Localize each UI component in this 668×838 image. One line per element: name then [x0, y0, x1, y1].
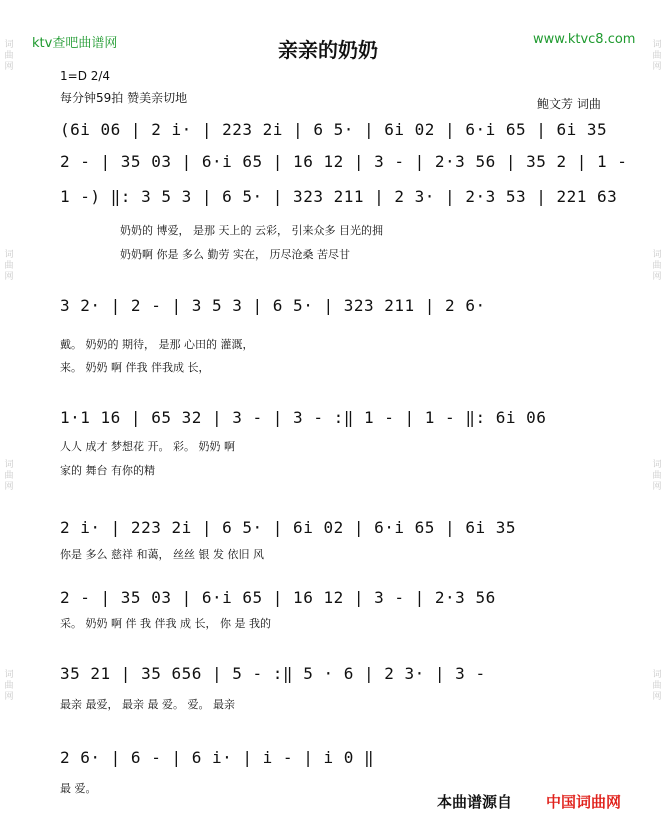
- watermark-left: 词曲网: [4, 250, 14, 282]
- credits: 鲍文芳 词曲: [537, 97, 601, 111]
- watermark-right: 词曲网: [652, 250, 662, 282]
- score-line-6: 2 i· | 223 2i | 6 5· | 6i 02 | 6·i 65 | 6i 35: [60, 518, 516, 537]
- watermark-left: 词曲网: [4, 460, 14, 492]
- lyrics-line-7: 采。 奶奶 啊 伴 我 伴我 成 长， 你 是 我的: [60, 617, 271, 630]
- watermark-left: 词曲网: [4, 40, 14, 72]
- footer-source-site[interactable]: 中国词曲网: [546, 793, 622, 811]
- score-line-5: 1·1 16 | 65 32 | 3 - | 3 - :‖ 1 - | 1 - ‖: 6i 06: [60, 408, 547, 427]
- score-line-3: 1 -) ‖: 3 5 3 | 6 5· | 323 211 | 2 3· | 2·3 53 | 221 63: [60, 187, 618, 206]
- watermark-left: 词曲网: [4, 670, 14, 702]
- lyrics-line-9: 最 爱。: [60, 782, 97, 795]
- score-line-8: 35 21 | 35 656 | 5 - :‖ 5 · 6 | 2 3· | 3 -: [60, 664, 486, 683]
- lyrics-line-5b: 家的 舞台 有你的精: [60, 464, 155, 477]
- tempo-marking: 每分钟59拍 赞美亲切地: [60, 91, 188, 105]
- score-line-4: 3 2· | 2 - | 3 5 3 | 6 5· | 323 211 | 2 6·: [60, 296, 486, 315]
- lyrics-line-6: 你是 多么 慈祥 和蔼， 丝丝 银 发 依旧 风: [60, 548, 264, 561]
- lyrics-line-4a: 戴。 奶奶的 期待， 是那 心田的 灌溉，: [60, 338, 254, 351]
- watermark-right: 词曲网: [652, 670, 662, 702]
- key-time-signature: 1=D 2/4: [60, 69, 111, 83]
- watermark-right: 词曲网: [652, 460, 662, 492]
- score-line-2: 2 - | 35 03 | 6·i 65 | 16 12 | 3 - | 2·3 56 | 35 2 | 1 -: [60, 152, 628, 171]
- footer-source-label: 本曲谱源自: [437, 793, 513, 811]
- score-line-7: 2 - | 35 03 | 6·i 65 | 16 12 | 3 - | 2·3 56: [60, 588, 496, 607]
- watermark-right: 词曲网: [652, 40, 662, 72]
- lyrics-line-5a: 人人 成才 梦想花 开。 彩。 奶奶 啊: [60, 440, 235, 453]
- lyrics-line-4b: 来。 奶奶 啊 伴我 伴我成 长，: [60, 361, 210, 374]
- lyrics-line-8: 最亲 最爱， 最亲 最 爱。 爱。 最亲: [60, 698, 235, 711]
- lyrics-line-3b: 奶奶啊 你是 多么 勤劳 实在， 历尽沧桑 苦尽甘: [120, 248, 350, 261]
- score-line-9: 2 6· | 6 - | 6 i· | i - | i 0 ‖: [60, 748, 375, 767]
- lyrics-line-3a: 奶奶的 博爱， 是那 天上的 云彩， 引来众多 目光的拥: [120, 224, 383, 237]
- site-url-right: www.ktvc8.com: [533, 32, 636, 47]
- score-line-1: (6i 06 | 2 i· | 223 2i | 6 5· | 6i 02 | 6·i 65 | 6i 35: [60, 120, 608, 139]
- site-name-left: ktv查吧曲谱网: [32, 36, 118, 51]
- song-title: 亲亲的奶奶: [278, 38, 378, 62]
